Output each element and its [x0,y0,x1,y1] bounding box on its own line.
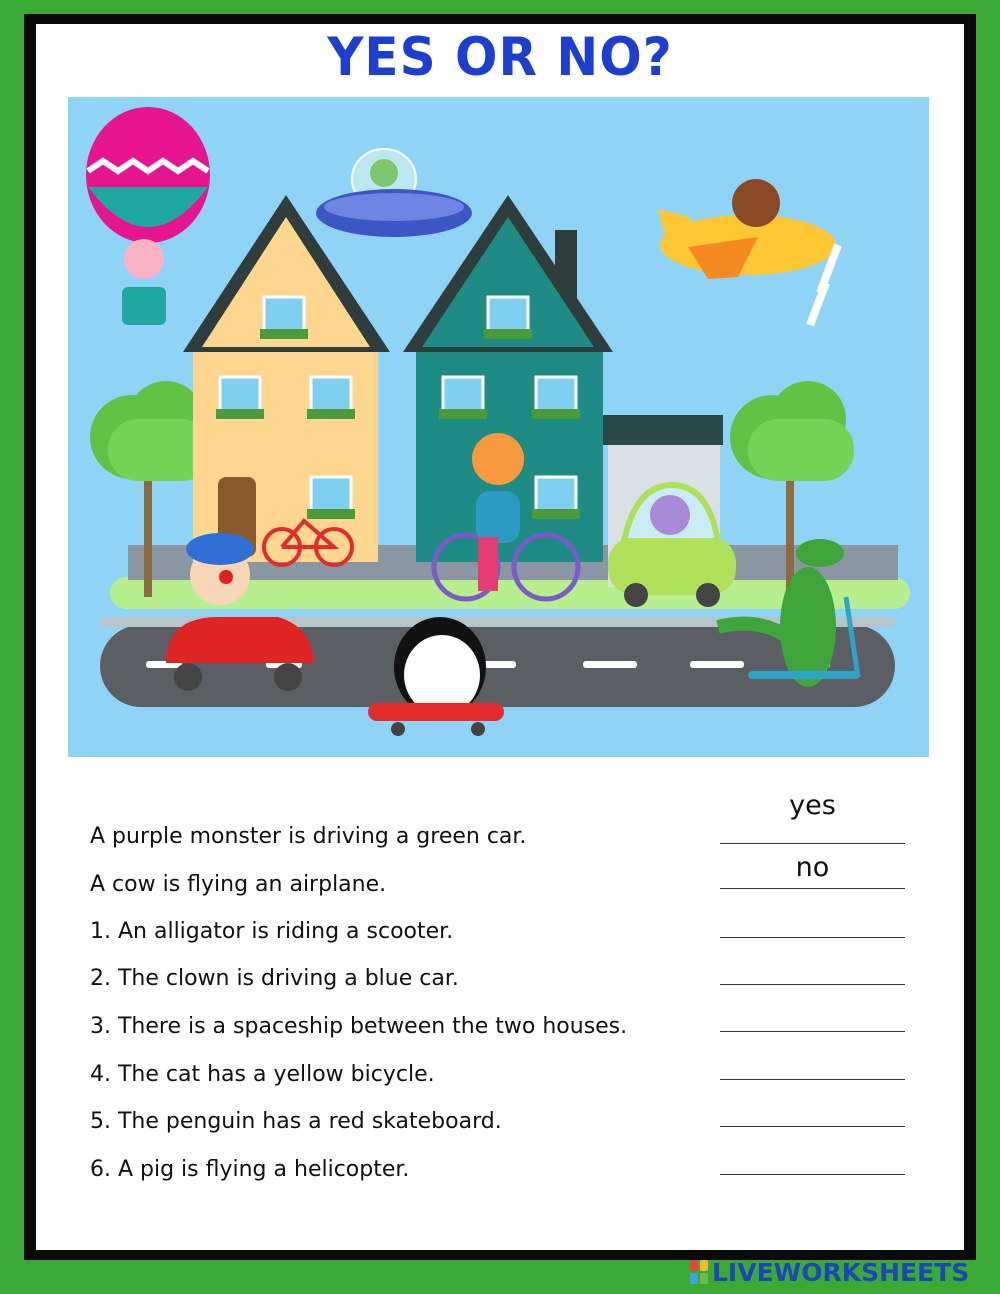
example-answer-line-2 [720,888,905,889]
question-5: 5. The penguin has a red skateboard. [90,1109,502,1134]
worksheet-title: YES OR NO? [327,26,673,88]
scene-illustration [68,97,929,757]
example-sentence-1: A purple monster is driving a green car. [90,824,527,849]
answer-field-6[interactable] [720,1174,905,1175]
answer-field-5[interactable] [720,1126,905,1127]
liveworksheets-mark-icon [690,1260,708,1284]
example-answer-line-1 [720,843,905,844]
question-2: 2. The clown is driving a blue car. [90,966,459,991]
example-answer-1: yes [789,790,836,821]
brand-name: LIVEWORKSHEETS [712,1257,970,1287]
question-3: 3. There is a spaceship between the two houses. [90,1014,628,1039]
example-answer-2: no [795,852,830,883]
question-6: 6. A pig is flying a helicopter. [90,1157,410,1182]
example-sentence-2: A cow is flying an airplane. [90,872,387,897]
liveworksheets-logo[interactable] [690,1257,969,1287]
answer-field-3[interactable] [720,1031,905,1032]
answer-field-1[interactable] [720,937,905,938]
question-4: 4. The cat has a yellow bicycle. [90,1062,435,1087]
answer-field-2[interactable] [720,984,905,985]
answer-field-4[interactable] [720,1079,905,1080]
question-1: 1. An alligator is riding a scooter. [90,919,454,944]
